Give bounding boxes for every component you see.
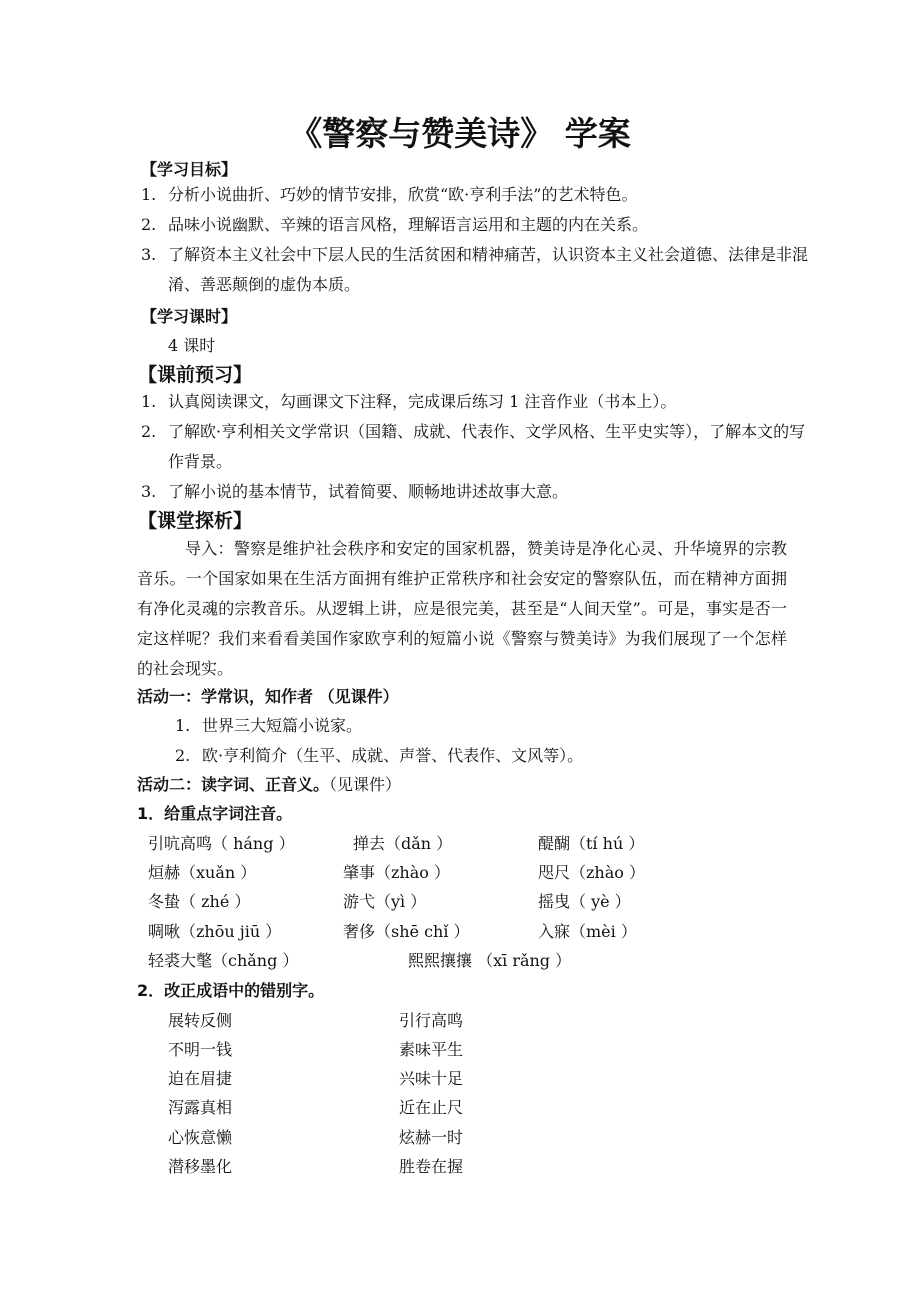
goal-item-1-text: 分析小说曲折、巧妙的情节安排，欣赏“欧·亨利手法”的艺术特色。 (168, 185, 638, 204)
hours-value: 4 课时 (168, 336, 216, 355)
preview-item-1: 1. 认真阅读课文，勾画课文下注释，完成课后练习 1 注音作业（书本上）。 (141, 392, 677, 411)
pinyin-cell: 引吭高鸣（ háng ） (148, 834, 295, 853)
idiom-cell: 迫在眉捷 (168, 1069, 233, 1088)
pinyin-cell: 游弋（yì ） (343, 892, 427, 911)
idiom-cell: 潜移墨化 (168, 1157, 233, 1176)
idiom-cell: 引行高鸣 (399, 1011, 464, 1030)
pinyin-heading: 1．给重点字词注音。 (137, 804, 293, 823)
activity1-item-2: 2. 欧·亨利简介（生平、成就、声誉、代表作、文风等）。 (175, 746, 584, 765)
classroom-heading: 【课堂探析】 (138, 510, 253, 532)
pinyin-cell: 冬蛰（ zhé ） (148, 892, 251, 911)
idiom-cell: 不明一钱 (168, 1040, 233, 1059)
hours-heading: 【学习课时】 (141, 307, 238, 326)
idiom-cell: 胜卷在握 (399, 1157, 464, 1176)
preview-heading: 【课前预习】 (138, 364, 253, 386)
preview-item-3: 3. 了解小说的基本情节，试着简要、顺畅地讲述故事大意。 (141, 482, 569, 501)
preview-item-2-text: 了解欧·亨利相关文学常识（国籍、成就、代表作、文学风格、生平史实等），了解本文的写作背景。 (168, 422, 806, 471)
goal-item-1: 1. 分析小说曲折、巧妙的情节安排，欣赏“欧·亨利手法”的艺术特色。 (141, 185, 638, 204)
pinyin-cell: 摇曳（ yè ） (538, 892, 631, 911)
activity1-item-1: 1. 世界三大短篇小说家。 (175, 716, 363, 735)
intro-paragraph: 导入：警察是维护社会秩序和安定的国家机器，赞美诗是净化心灵、升华境界的宗教音乐。一个国家如果在生活方面拥有维护正常秩序和社会安定的警察队伍，而在精神方面拥有净化灵魂的宗教音乐。从逻辑上讲，应是很完美，甚至是“人间天堂”。可是，事实是否一定这样呢？我们来看看美国作家欧亨利的短篇小说《警察与赞美诗》为我们展现了一个怎样的社会现实。 (137, 539, 787, 678)
preview-item-2: 2. 了解欧·亨利相关文学常识（国籍、成就、代表作、文学风格、生平史实等），了解本文的写作背景。 (141, 422, 806, 471)
pinyin-cell: 熙熙攘攘 （xī rǎng ） (408, 951, 572, 970)
activity2-heading-bold: 活动二：读字词、正音义。 (137, 775, 330, 794)
idiom-cell: 近在止尺 (399, 1098, 464, 1117)
activity1-heading: 活动一：学常识，知作者 （见课件） (137, 687, 399, 706)
activity2-heading-note: （见课件） (329, 775, 402, 794)
pinyin-cell: 肇事（zhào ） (343, 863, 450, 882)
goal-item-2: 2. 品味小说幽默、辛辣的语言风格，理解语言运用和主题的内在关系。 (141, 215, 649, 234)
idiom-cell: 心恢意懒 (168, 1128, 233, 1147)
pinyin-cell: 醍醐（tí hú ） (538, 834, 645, 853)
goals-heading: 【学习目标】 (141, 160, 238, 179)
pinyin-cell: 烜赫（xuǎn ） (148, 863, 257, 882)
pinyin-cell: 入寐（mèi ） (538, 922, 637, 941)
goal-item-3: 3. 了解资本主义社会中下层人民的生活贫困和精神痛苦，认识资本主义社会道德、法律是非混淆、善恶颠倒的虚伪本质。 (141, 245, 809, 294)
activity2-heading (137, 772, 401, 795)
pinyin-cell: 奢侈（shē chǐ ） (343, 922, 470, 941)
idiom-cell: 炫赫一时 (399, 1128, 464, 1147)
activity1-item-2-text: 欧·亨利简介（生平、成就、声誉、代表作、文风等）。 (202, 746, 584, 765)
goal-item-3-text: 了解资本主义社会中下层人民的生活贫困和精神痛苦，认识资本主义社会道德、法律是非混淆、善恶颠倒的虚伪本质。 (168, 245, 809, 294)
pinyin-cell: 咫尺（zhào ） (538, 863, 645, 882)
idiom-cell: 兴味十足 (399, 1069, 464, 1088)
idiom-cell: 泻露真相 (168, 1098, 233, 1117)
preview-item-1-text: 认真阅读课文，勾画课文下注释，完成课后练习 1 注音作业（书本上）。 (168, 392, 677, 411)
goal-item-2-text: 品味小说幽默、辛辣的语言风格，理解语言运用和主题的内在关系。 (168, 215, 649, 234)
pinyin-cell: 啁啾（zhōu jiū ） (148, 922, 282, 941)
pinyin-cell: 掸去（dǎn ） (353, 834, 453, 853)
idiom-heading: 2．改正成语中的错别字。 (137, 981, 325, 1000)
idiom-cell: 展转反侧 (168, 1011, 233, 1030)
page-title: 《警察与赞美诗》 学案 (289, 114, 631, 153)
activity1-item-1-text: 世界三大短篇小说家。 (202, 716, 363, 735)
pinyin-cell: 轻裘大氅（chǎng ） (148, 951, 299, 970)
idiom-cell: 素味平生 (399, 1040, 464, 1059)
preview-item-3-text: 了解小说的基本情节，试着简要、顺畅地讲述故事大意。 (168, 482, 569, 501)
